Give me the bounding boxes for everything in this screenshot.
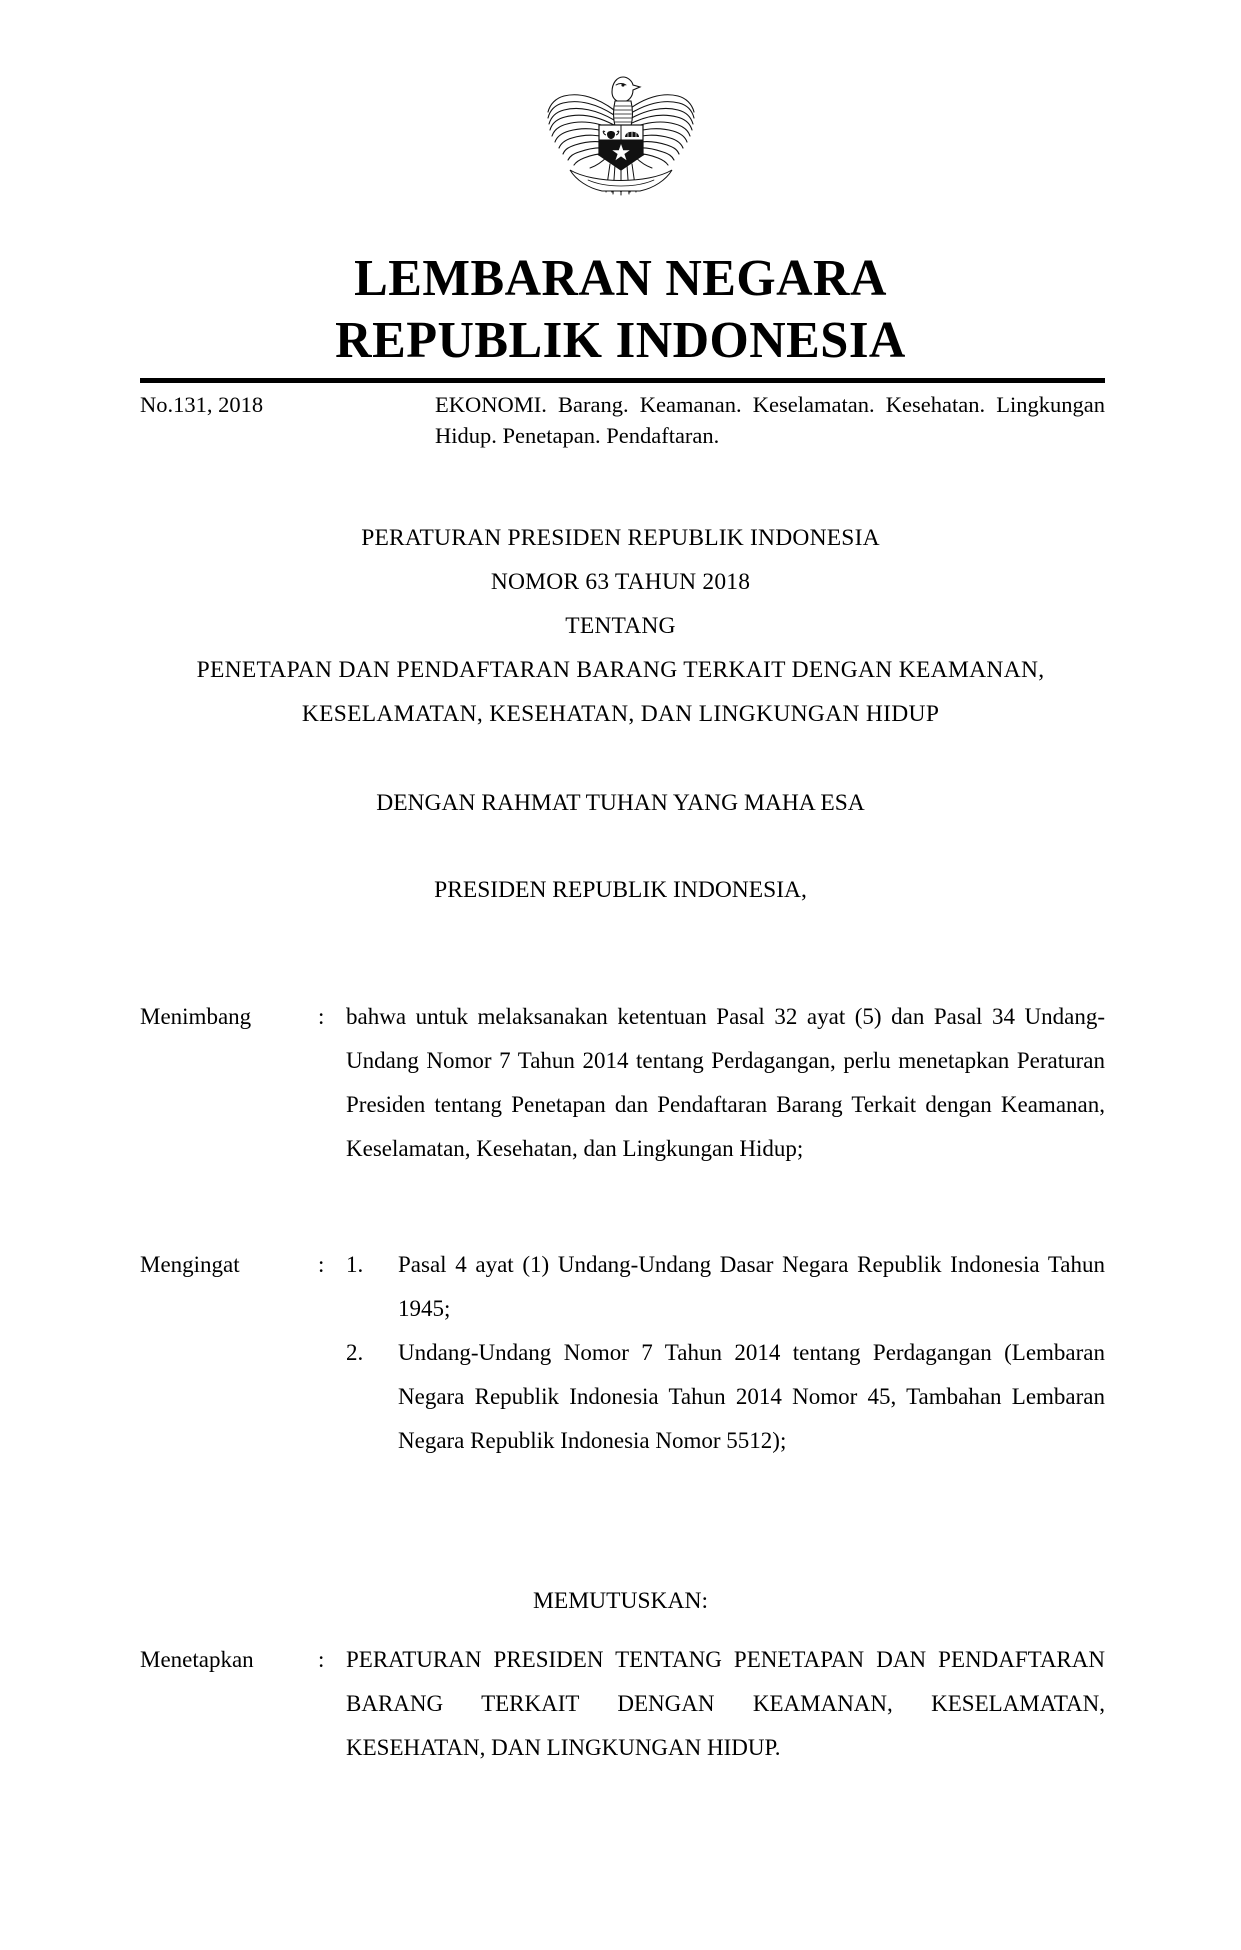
garuda-pancasila-emblem xyxy=(536,52,706,202)
considering-text: bahwa untuk melaksanakan ketentuan Pasal 32 ayat (5) dan Pasal 34 Undang-Undang Nomor 7 Tahun 2014 tentang Perdagangan, perlu menetapkan Peraturan Presiden tentang Penetapan dan Pendaftaran Barang Terkait dengan Keamanan, Keselamatan, Kesehatan, dan Lingkungan Hidup; xyxy=(346,1004,1105,1161)
title-subject-line-1: PENETAPAN DAN PENDAFTARAN BARANG TERKAIT DENGAN KEAMANAN, xyxy=(196,657,1045,683)
title-regulation-kind: PERATURAN PRESIDEN REPUBLIK INDONESIA xyxy=(361,525,880,551)
masthead xyxy=(0,248,1241,372)
recalling-label: Mengingat xyxy=(140,1252,240,1277)
list-item-marker: 2. xyxy=(346,1340,364,1365)
list-item xyxy=(346,1331,1105,1463)
title-subject-line-2: KESELAMATAN, KESEHATAN, DAN LINGKUNGAN HIDUP xyxy=(301,701,940,727)
salutation-line: PRESIDEN REPUBLIK INDONESIA, xyxy=(434,877,807,903)
recalling-colon: : xyxy=(318,1252,325,1277)
masthead-line-1: LEMBARAN NEGARA xyxy=(354,250,887,307)
list-item xyxy=(346,1243,1105,1331)
list-item-marker: 1. xyxy=(346,1252,364,1277)
enacting-text: PERATURAN PRESIDEN TENTANG PENETAPAN DAN PENDAFTARAN BARANG TERKAIT DENGAN KEAMANAN, KESELAMATAN, KESEHATAN, DAN LINGKUNGAN HIDUP. xyxy=(346,1647,1105,1760)
title-about-word: TENTANG xyxy=(565,613,676,639)
recalling-list xyxy=(346,1243,1105,1463)
gazette-header-row xyxy=(140,389,1105,451)
enacting-clause xyxy=(140,1638,1105,1770)
enacting-colon: : xyxy=(318,1647,325,1672)
considering-label: Menimbang xyxy=(140,1004,252,1029)
list-item-text: Pasal 4 ayat (1) Undang-Undang Dasar Negara Republik Indonesia Tahun 1945; xyxy=(398,1252,1105,1321)
header-divider xyxy=(140,378,1105,383)
emblem-container xyxy=(0,52,1241,207)
considering-colon: : xyxy=(318,1004,325,1029)
list-item-text: Undang-Undang Nomor 7 Tahun 2014 tentang Perdagangan (Lembaran Negara Republik Indonesia Tahun 2014 Nomor 45, Tambahan Lembaran Negara Republik Indonesia Nomor 5512); xyxy=(398,1340,1105,1453)
gazette-number: No.131, 2018 xyxy=(140,392,264,417)
decide-heading: MEMUTUSKAN: xyxy=(533,1588,708,1614)
invocation-line: DENGAN RAHMAT TUHAN YANG MAHA ESA xyxy=(376,790,865,816)
gazette-subjects xyxy=(435,389,1105,451)
recalling-clause xyxy=(140,1243,1105,1463)
title-block xyxy=(0,516,1241,736)
enacting-label: Menetapkan xyxy=(140,1647,254,1672)
considering-clause xyxy=(140,995,1105,1171)
title-number-year: NOMOR 63 TAHUN 2018 xyxy=(490,569,751,595)
gazette-subjects-text: EKONOMI. Barang. Keamanan. Keselamatan. Kesehatan. Lingkungan Hidup. Penetapan. Pendaftaran. xyxy=(435,392,1105,448)
pancasila-shield xyxy=(599,125,643,170)
masthead-line-2: REPUBLIK INDONESIA xyxy=(335,312,906,369)
